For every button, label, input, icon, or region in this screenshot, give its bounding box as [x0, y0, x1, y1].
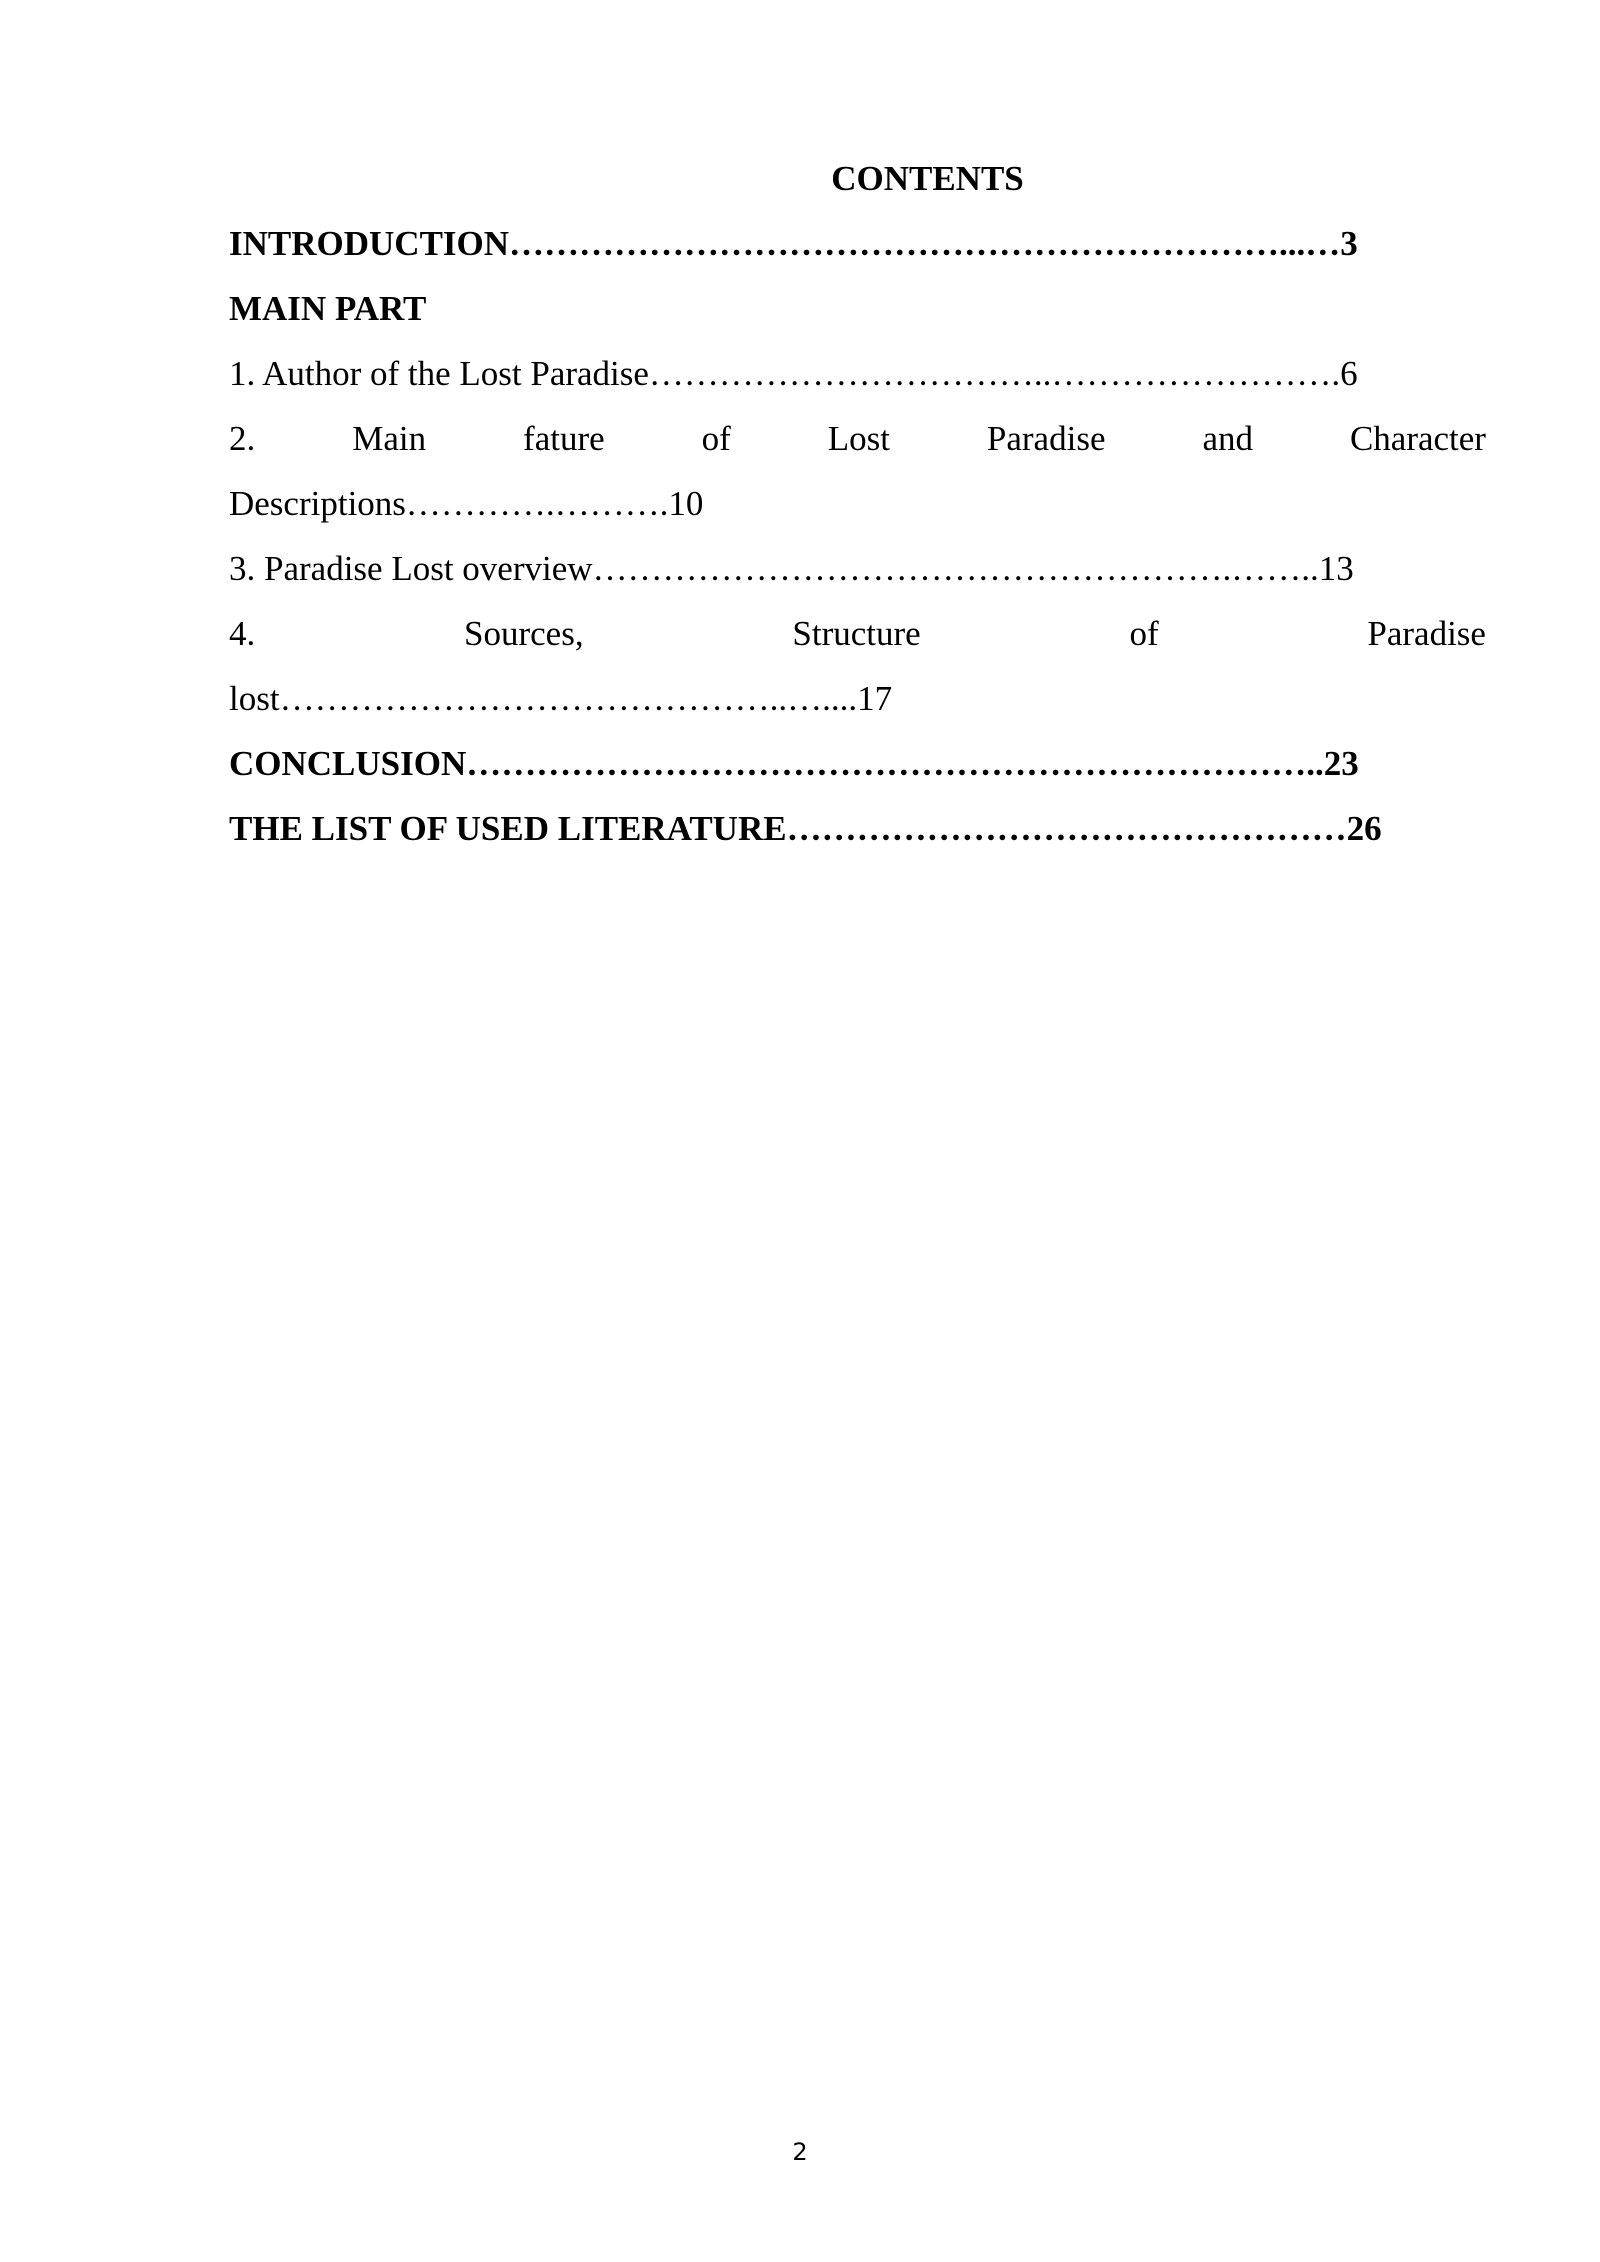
- toc-entry-sources-continued: lost……………………………………..…....17: [229, 679, 893, 718]
- toc-word: Paradise: [986, 419, 1106, 458]
- toc-word: fature: [523, 419, 605, 458]
- toc-entry-main-feature-continued: Descriptions………….……….10: [229, 484, 704, 523]
- toc-word: 2.: [229, 419, 256, 458]
- toc-word: Sources,: [464, 614, 584, 653]
- toc-entry-literature: THE LIST OF USED LITERATURE…………………………………………26: [229, 809, 1382, 848]
- table-of-contents: [229, 146, 1486, 861]
- contents-title: CONTENTS: [831, 159, 1024, 198]
- toc-word: Paradise: [1367, 614, 1486, 653]
- toc-entry-overview: 3. Paradise Lost overview……………………………………………….……..13: [229, 549, 1354, 588]
- toc-word: Character: [1349, 419, 1486, 458]
- toc-entry-sources: [229, 601, 1486, 666]
- toc-heading-main-part: MAIN PART: [229, 289, 427, 328]
- toc-word: Main: [352, 419, 427, 458]
- toc-word: 4.: [229, 614, 256, 653]
- toc-entry-conclusion: CONCLUSION………………………………………………………………..23: [229, 744, 1359, 783]
- toc-word: and: [1202, 419, 1253, 458]
- toc-entry-author: 1. Author of the Lost Paradise……………………………..…………………….6: [229, 354, 1358, 393]
- page-number: 2: [792, 2138, 808, 2166]
- toc-entry-introduction: INTRODUCTION…………………………………………………………...…3: [229, 224, 1358, 263]
- toc-word: of: [701, 419, 731, 458]
- toc-word: of: [1129, 614, 1159, 653]
- toc-word: Structure: [792, 614, 921, 653]
- toc-entry-main-feature: [229, 406, 1486, 471]
- toc-word: Lost: [827, 419, 890, 458]
